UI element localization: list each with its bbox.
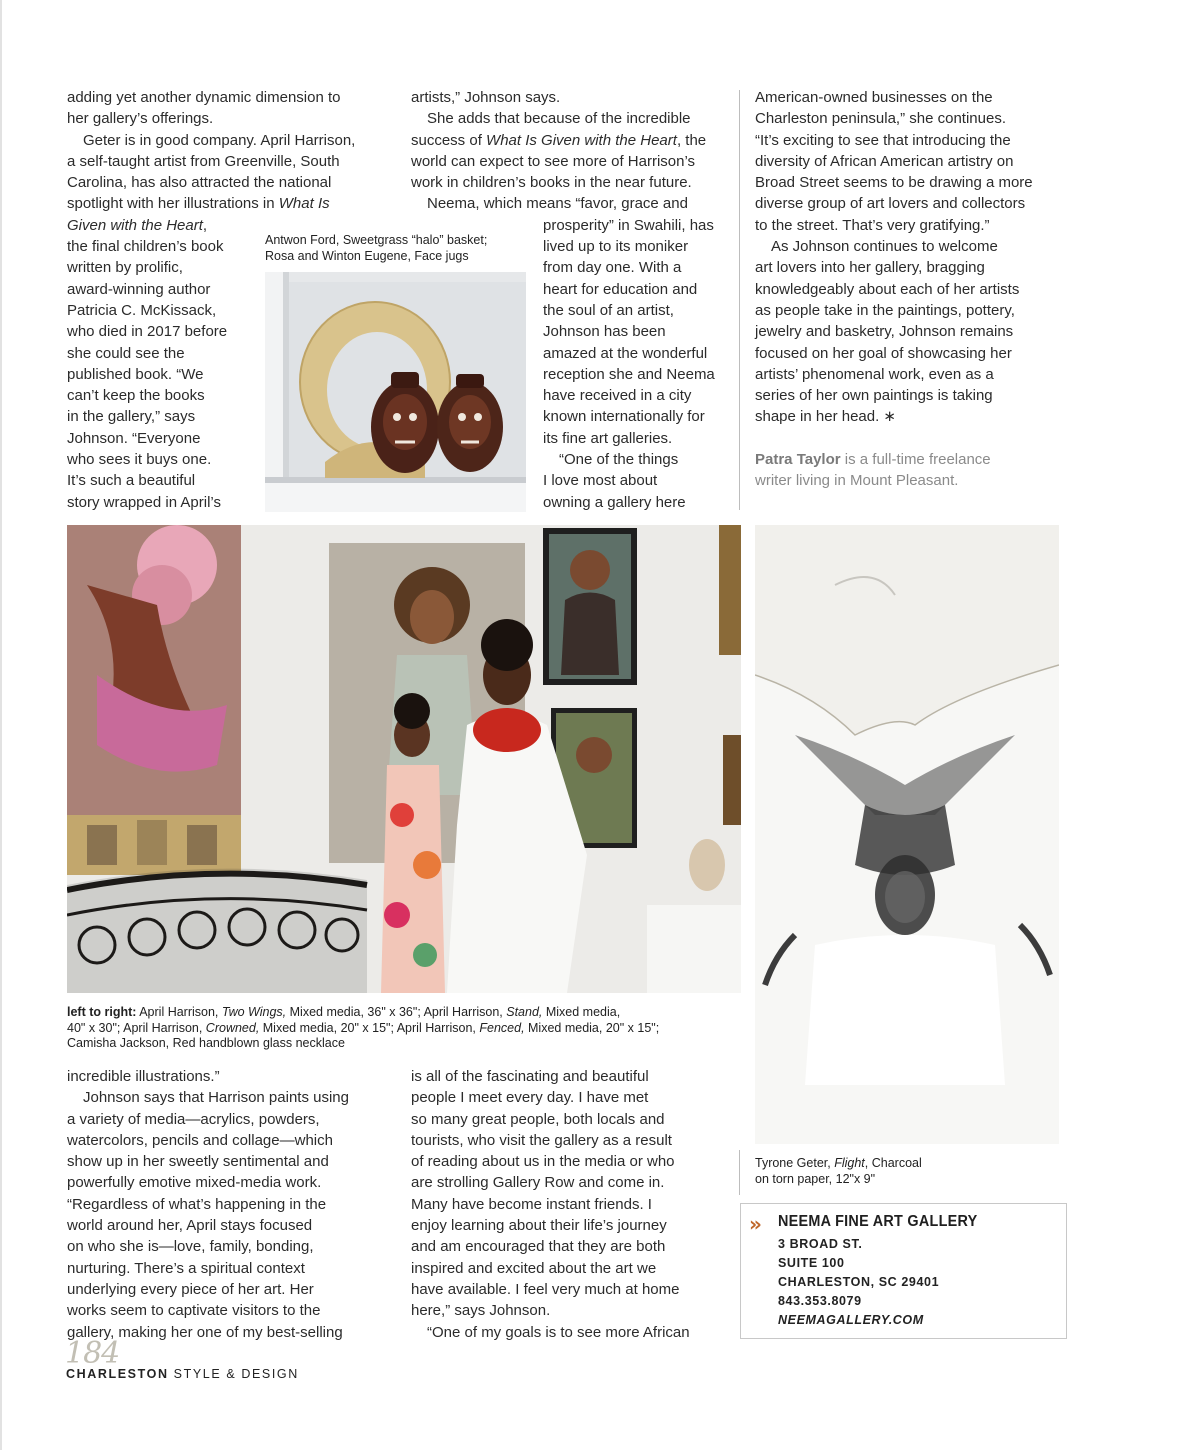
text-line: heart for education and (543, 280, 698, 298)
text-line: of reading about us in the media or who (411, 1153, 675, 1171)
gallery-name: NEEMA FINE ART GALLERY (778, 1213, 978, 1230)
magazine-name-bold: CHARLESTON (66, 1367, 169, 1381)
text-line: “It’s exciting to see that introducing the (755, 131, 1011, 149)
text-span: Mixed media, 20" x 15"; April Harrison, (259, 1020, 480, 1035)
text-span: Mixed media, 36" x 36"; April Harrison, (286, 1005, 507, 1019)
text-line: nurturing. There’s a spiritual context (67, 1259, 305, 1277)
text-line: artists’ phenomenal work, even as a (755, 365, 994, 383)
text-line: world can expect to see more of Harrison’s (411, 152, 696, 170)
text-line (67, 193, 355, 214)
text-line: series of her own paintings is taking (755, 387, 993, 405)
main-photo-caption (67, 1005, 659, 1052)
caption-divider (739, 1150, 740, 1195)
text-line: diverse group of art lovers and collectors (755, 195, 1026, 213)
book-title: What Is (278, 195, 330, 213)
text-span: 40" x 30"; April Harrison, (67, 1020, 206, 1035)
gallery-photo-art (67, 525, 741, 993)
text-line: Johnson has been (543, 323, 666, 341)
artwork-title: Crowned, (205, 1020, 260, 1035)
column-2-top-text-narrow (543, 215, 715, 513)
author-byline (755, 449, 1033, 470)
text-line: tourists, who visit the gallery as a result (411, 1131, 672, 1149)
gallery-website-link[interactable]: NEEMAGALLERY.COM (778, 1313, 924, 1327)
text-line: powerfully emotive mixed-media work. (67, 1174, 322, 1192)
author-name: Patra Taylor (755, 451, 841, 469)
text-line: works seem to captivate visitors to the (67, 1302, 321, 1320)
text-line: adding yet another dynamic dimension to (67, 89, 341, 106)
text-line: show up in her sweetly sentimental and (67, 1153, 329, 1171)
text-span: , the (676, 131, 707, 149)
text-line: watercolors, pencils and collage—which (67, 1131, 333, 1149)
text-line: she could see the (67, 344, 185, 362)
text-line: as people take in the paintings, pottery, (755, 301, 1015, 319)
text-line: It’s such a beautiful (67, 472, 196, 490)
author-byline: writer living in Mount Pleasant. (755, 472, 959, 490)
text-line: Carolina, has also attracted the national (67, 174, 332, 192)
text-span: spotlight with her illustrations in (67, 195, 279, 213)
text-line: story wrapped in April’s (67, 493, 221, 511)
text-line: She adds that because of the incredible (427, 110, 691, 128)
text-line: owning a gallery here (543, 493, 686, 511)
text-span: April Harrison, (136, 1005, 222, 1019)
text-line: underlying every piece of her art. Her (67, 1280, 314, 1298)
text-line: Johnson says that Harrison paints using (83, 1089, 349, 1107)
text-line: her gallery’s offerings. (67, 110, 214, 128)
text-line: Neema, which means “favor, grace and (427, 195, 688, 213)
text-line: and am encouraged that they are both (411, 1238, 666, 1256)
magazine-name (66, 1367, 299, 1381)
text-line: Geter is in good company. April Harrison, (83, 131, 356, 149)
text-line: who sees it buys one. (67, 451, 212, 469)
text-line: As Johnson continues to welcome (771, 238, 998, 256)
artwork-title: Two Wings, (221, 1005, 287, 1019)
flight-art (755, 525, 1059, 1144)
text-line: have received in a city (543, 387, 692, 405)
text-line: incredible illustrations.” (67, 1068, 220, 1085)
text-line: jewelry and basketry, Johnson remains (755, 323, 1014, 341)
page-number: 184 (65, 1336, 120, 1371)
book-title: Given with the Heart (67, 216, 203, 234)
caption-line (755, 1156, 922, 1172)
text-line: so many great people, both locals and (411, 1110, 665, 1128)
gallery-suite: SUITE 100 (778, 1256, 845, 1270)
text-line: who died in 2017 before (67, 323, 228, 341)
text-line: I love most about (543, 472, 658, 490)
text-line (411, 130, 706, 151)
text-line: in the gallery,” says (67, 408, 196, 426)
text-line: shape in her head. ∗ (755, 408, 896, 426)
text-line: can’t keep the books (67, 387, 205, 405)
text-line: from day one. With a (543, 259, 682, 277)
text-line: people I meet every day. I have met (411, 1089, 649, 1107)
caption-line: on torn paper, 12"x 9" (755, 1171, 876, 1186)
text-span: Mixed media, (542, 1005, 621, 1019)
page-edge (0, 0, 2, 1450)
text-line: gallery, making her one of my best-selling (67, 1323, 343, 1341)
basket-photo-art (265, 272, 526, 512)
text-span: is a full-time freelance (840, 451, 991, 469)
caption-lead: left to right: (67, 1005, 137, 1019)
text-line: diversity of African American artistry on (755, 152, 1014, 170)
text-span: success of (411, 131, 487, 149)
chevron-right-icon: » (749, 1212, 758, 1236)
text-line: is all of the fascinating and beautiful (411, 1068, 649, 1085)
text-line: artists,” Johnson says. (411, 89, 561, 106)
text-line: Many have become instant friends. I (411, 1195, 652, 1213)
text-line: Broad Street seems to be drawing a more (755, 174, 1033, 192)
text-line: American-owned businesses on the (755, 89, 993, 106)
text-line: a variety of media—acrylics, powders, (67, 1110, 320, 1128)
caption-line: Rosa and Winton Eugene, Face jugs (265, 248, 469, 263)
text-line: enjoy learning about their life’s journey (411, 1217, 667, 1235)
text-line: “Regardless of what’s happening in the (67, 1195, 327, 1213)
text-line: focused on her goal of showcasing her (755, 344, 1012, 362)
text-line: “One of my goals is to see more African (427, 1323, 690, 1341)
text-line: lived up to its moniker (543, 238, 689, 256)
column-3-top-text (755, 87, 1033, 492)
text-line: the soul of an artist, (543, 301, 674, 319)
text-line: to the street. That’s very gratifying.” (755, 216, 990, 234)
magazine-name-rest: STYLE & DESIGN (168, 1367, 299, 1381)
text-line: award-winning author (67, 280, 211, 298)
text-line: reception she and Neema (543, 365, 715, 383)
artwork-title: Stand, (506, 1005, 543, 1019)
text-line: Patricia C. McKissack, (67, 301, 217, 319)
spacer-line (755, 428, 1033, 449)
book-title: What Is Given with the Heart (486, 131, 677, 149)
text-line: prosperity” in Swahili, has (543, 216, 714, 234)
text-line: here,” says Johnson. (411, 1302, 551, 1320)
artwork-title: Flight (834, 1156, 865, 1170)
text-line: have available. I feel very much at home (411, 1280, 680, 1298)
flight-caption (755, 1156, 922, 1187)
text-line: known internationally for (543, 408, 705, 426)
gallery-phone[interactable]: 843.353.8079 (778, 1294, 862, 1308)
caption-line (67, 1021, 659, 1037)
text-line: art lovers into her gallery, bragging (755, 259, 985, 277)
basket-and-jugs-photo (265, 272, 526, 512)
basket-caption (265, 233, 487, 264)
gallery-info-box (740, 1203, 1067, 1339)
caption-line: Camisha Jackson, Red handblown glass necklace (67, 1036, 345, 1050)
caption-line: Antwon Ford, Sweetgrass “halo” basket; (265, 233, 488, 247)
text-line: published book. “We (67, 365, 204, 383)
caption-line (67, 1005, 659, 1021)
text-line: Charleston peninsula,” she continues. (755, 110, 1006, 128)
gallery-main-photo (67, 525, 741, 993)
text-span: , (202, 216, 208, 234)
text-line: a self-taught artist from Greenville, South (67, 152, 340, 170)
text-line: on who she is—love, family, bonding, (67, 1238, 314, 1256)
text-span: Mixed media, 20" x 15"; (524, 1020, 660, 1035)
text-line: knowledgeably about each of her artists (755, 280, 1020, 298)
text-line: amazed at the wonderful (543, 344, 708, 362)
text-line: work in children’s books in the near future. (411, 174, 692, 192)
text-line: “One of the things (559, 451, 679, 469)
gallery-city-state: CHARLESTON, SC 29401 (778, 1275, 940, 1289)
column-2-bottom-text (411, 1066, 690, 1343)
text-span: , Charcoal (864, 1156, 922, 1170)
text-line: world around her, April stays focused (67, 1217, 313, 1235)
text-line: written by prolific, (67, 259, 183, 277)
flight-artwork-photo (755, 525, 1059, 1144)
artwork-title: Fenced, (479, 1020, 525, 1035)
column-2-top-text-full (411, 87, 706, 215)
text-line: the final children’s book (67, 238, 224, 256)
text-line: Johnson. “Everyone (67, 429, 201, 447)
column-divider (739, 90, 740, 510)
column-1-bottom-text (67, 1066, 349, 1343)
text-line: inspired and excited about the art we (411, 1259, 657, 1277)
text-span: Tyrone Geter, (755, 1156, 835, 1170)
text-line: are strolling Gallery Row and come in. (411, 1174, 665, 1192)
gallery-address-line: 3 BROAD ST. (778, 1237, 863, 1251)
text-line: its fine art galleries. (543, 429, 673, 447)
